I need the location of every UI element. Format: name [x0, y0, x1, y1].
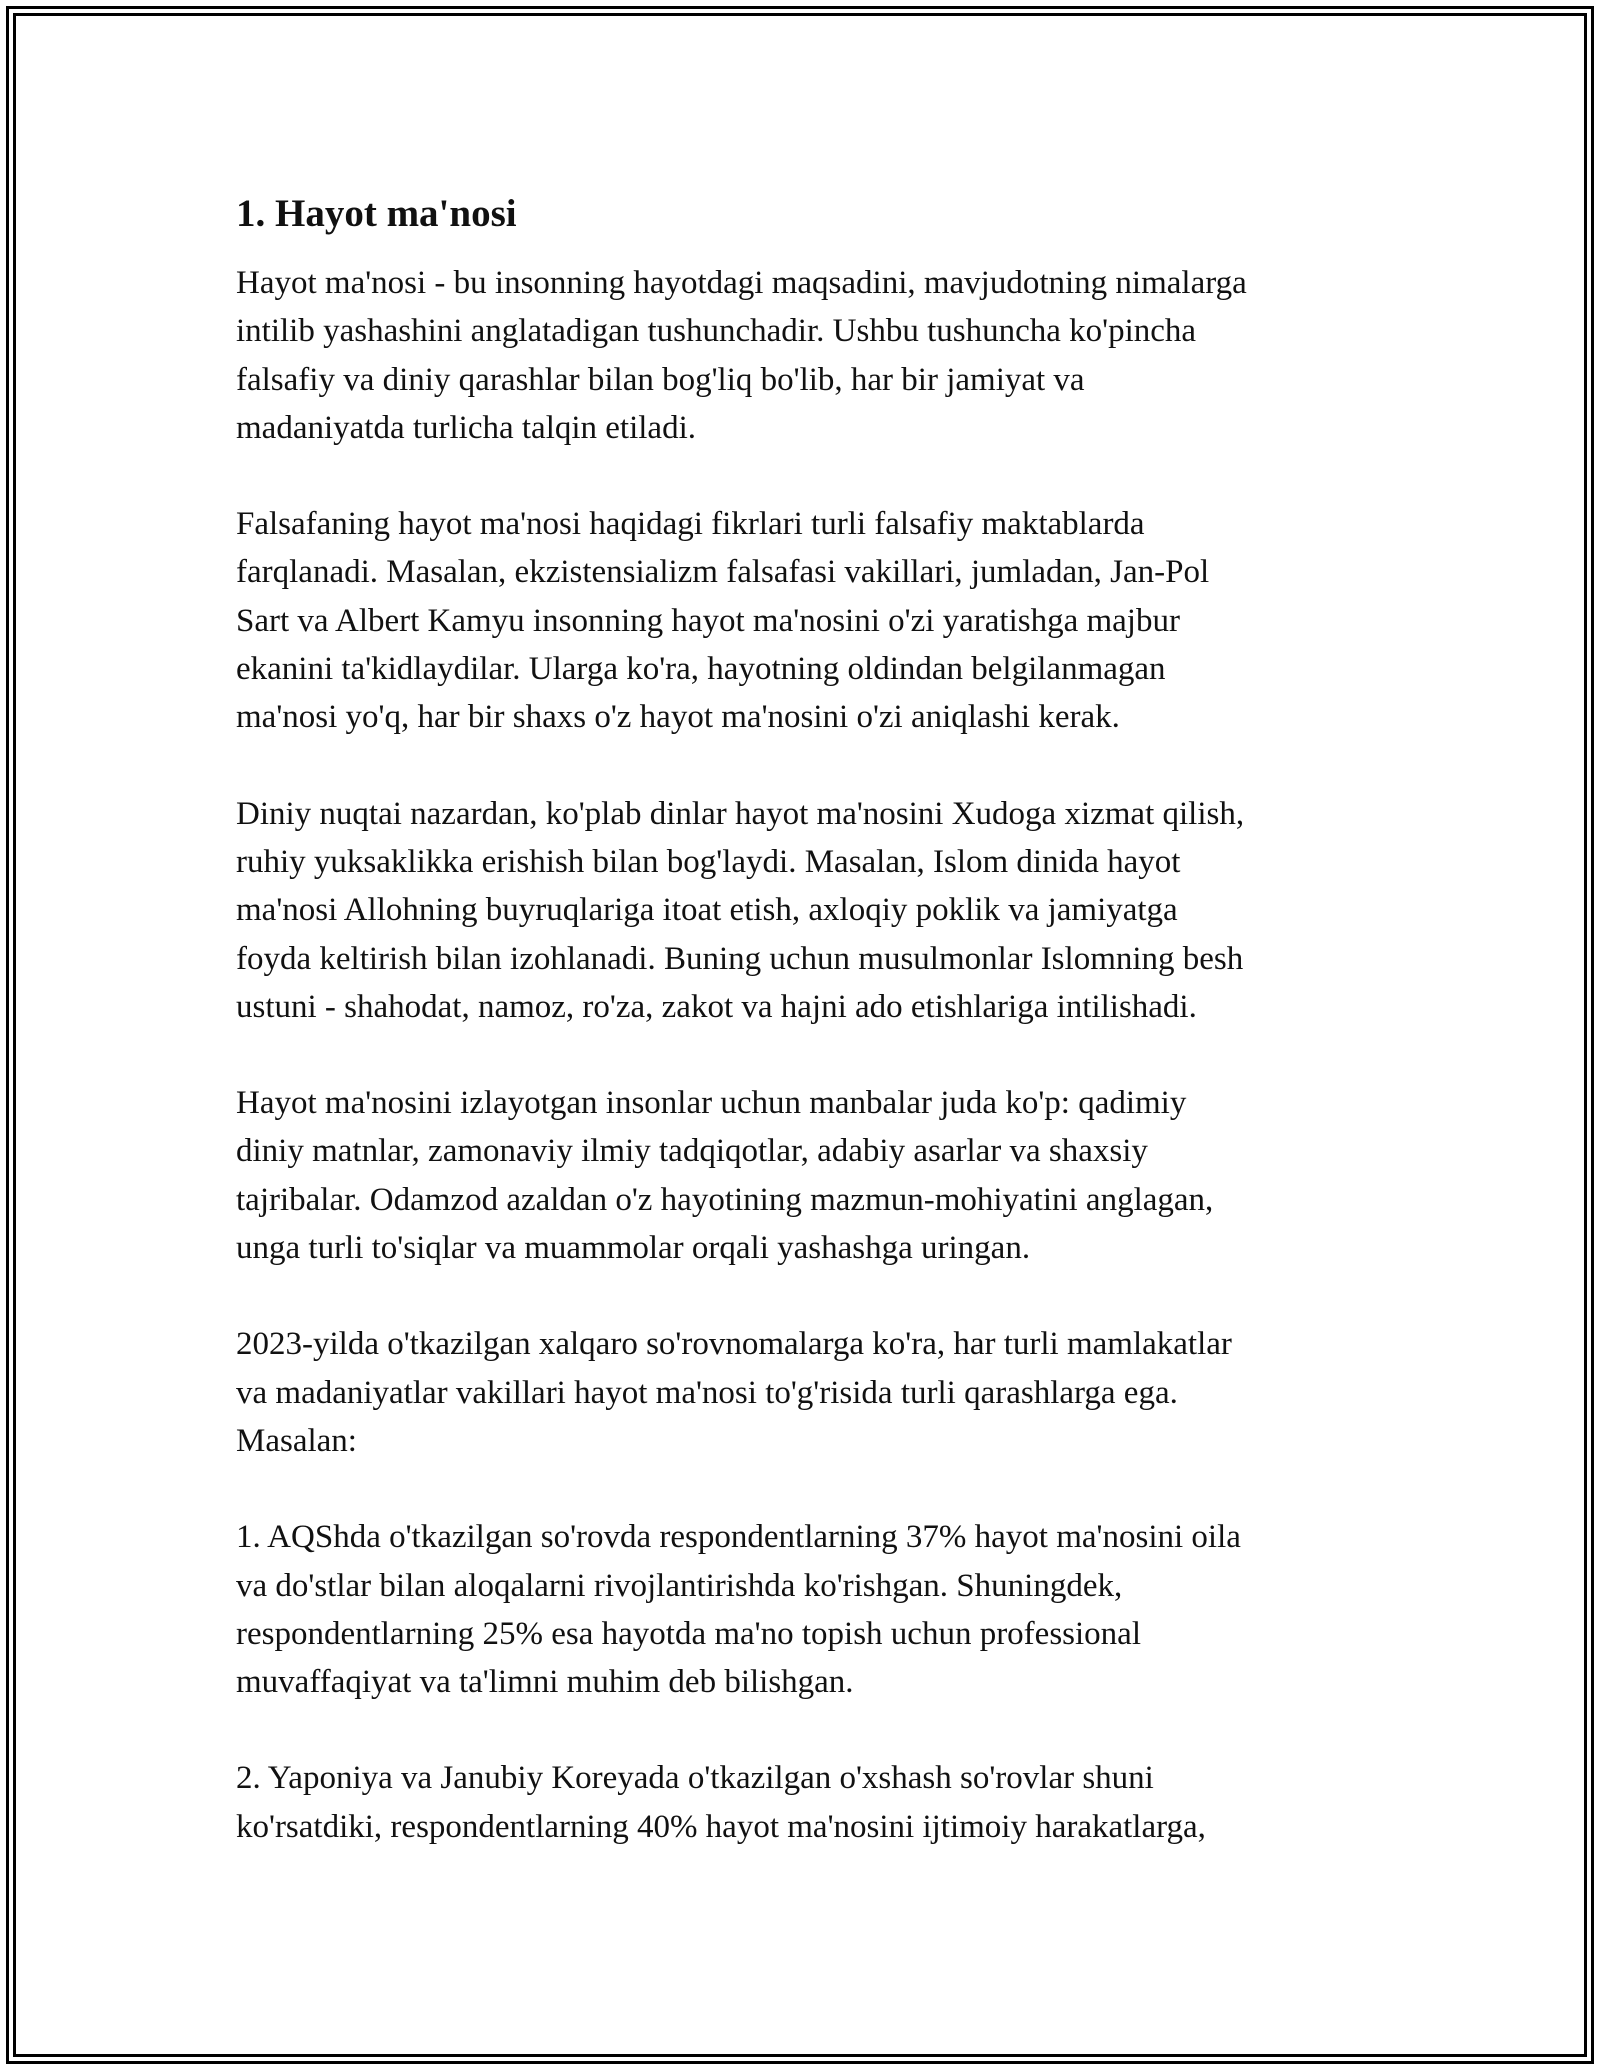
paragraph-intro: Hayot ma'nosi - bu insonning hayotdagi maqsadini, mavjudotning nimalarga intilib yashashini anglatadigan tushunchadir. Ushbu tushuncha ko'pincha falsafiy va diniy qarashlar bilan bog'liq bo'lib, har bir jamiyat va madaniyatda turlicha talqin etiladi. — [236, 265, 1247, 446]
paragraph-philosophy: Falsafaning hayot ma'nosi haqidagi fikrlari turli falsafiy maktablarda farqlanadi. Masalan, ekzistensializm falsafasi vakillari, jumladan, Jan-Pol Sart va Albert Kamyu insonning hayot ma'nosini o'zi yaratishga majbur ekanini ta'kidlaydilar. Ularga ko'ra, hayotning oldindan belgilanmagan ma'nosi yo'q, har bir shaxs o'z hayot ma'nosini o'zi aniqlashi kerak. — [236, 506, 1210, 736]
paragraph-surveys: 2023-yilda o'tkazilgan xalqaro so'rovnomalarga ko'ra, har turli mamlakatlar va madaniyatlar vakillari hayot ma'nosi to'g'risida turli qarashlarga ega. Masalan: — [236, 1326, 1232, 1459]
list-item-usa: 1. AQShda o'tkazilgan so'rovda respondentlarning 37% hayot ma'nosini oila va do'stlar bilan aloqalarni rivojlantirishda ko'rishgan. Shuningdek, respondentlarning 25% esa hayotda ma'no topish uchun professional muvaffaqiyat va ta'limni muhim deb bilishgan. — [236, 1519, 1241, 1701]
paragraph-sources: Hayot ma'nosini izlayotgan insonlar uchun manbalar juda ko'p: qadimiy diniy matnlar, zamonaviy ilmiy tadqiqotlar, adabiy asarlar va shaxsiy tajribalar. Odamzod azaldan o'z hayotining mazmun-mohiyatini anglagan, unga turli to'siqlar va muammolar orqali yashashga uringan. — [236, 1085, 1214, 1267]
section-heading: 1. Hayot ma'nosi — [236, 192, 517, 235]
document-body — [236, 190, 1366, 1899]
paragraph-religion: Diniy nuqtai nazardan, ko'plab dinlar hayot ma'nosini Xudoga xizmat qilish, ruhiy yuksaklikka erishish bilan bog'laydi. Masalan, Islom dinida hayot ma'nosi Allohning buyruqlariga itoat etish, axloqiy poklik va jamiyatga foyda keltirish bilan izohlanadi. Buning uchun musulmonlar Islomning besh ustuni - shahodat, namoz, ro'za, zakot va hajni ado etishlariga intilishadi. — [236, 795, 1245, 1025]
list-item-japan-korea: 2. Yaponiya va Janubiy Koreyada o'tkazilgan o'xshash so'rovlar shuni ko'rsatdiki, respondentlarning 40% hayot ma'nosini ijtimoiy harakatlarga, — [236, 1760, 1206, 1845]
